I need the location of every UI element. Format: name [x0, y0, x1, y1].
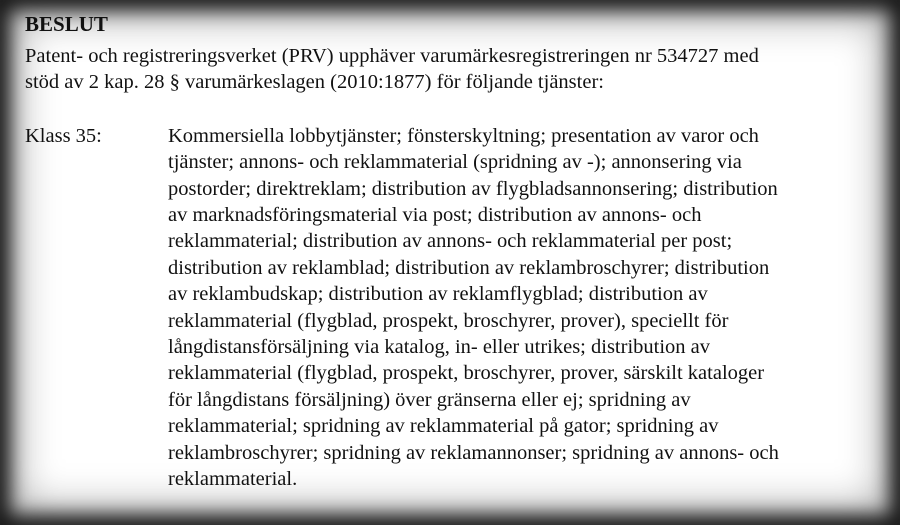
- services-line: av marknadsföringsmaterial via post; distribution av annons- och: [168, 204, 702, 227]
- services-line: reklammaterial (flygblad, prospekt, broschyrer, prover, särskilt kataloger: [168, 362, 765, 385]
- services-line: för långdistans försäljning) över gränserna eller ej; spridning av: [168, 388, 691, 411]
- class-35-section: [25, 123, 875, 493]
- class-services-text: [168, 123, 875, 493]
- intro-line: Patent- och registreringsverket (PRV) upphäver varumärkesregistreringen nr 534727 med: [25, 45, 759, 67]
- services-line: reklambroschyrer; spridning av reklamannonser; spridning av annons- och: [168, 441, 779, 464]
- class-label: Klass 35:: [25, 124, 102, 147]
- services-line: distribution av reklamblad; distribution av reklambroschyrer; distribution: [168, 256, 770, 279]
- services-line: postorder; direktreklam; distribution av flygbladsannonsering; distribution: [168, 177, 778, 200]
- services-line: av reklambudskap; distribution av reklamflygblad; distribution av: [168, 283, 708, 306]
- services-line: tjänster; annons- och reklammaterial (spridning av -); annonsering via: [168, 151, 742, 174]
- decision-intro: [25, 43, 875, 96]
- services-line: reklammaterial (flygblad, prospekt, broschyrer, prover), speciellt för: [168, 309, 729, 332]
- decision-heading: BESLUT: [25, 12, 108, 36]
- services-line: långdistansförsäljning via katalog, in- eller utrikes; distribution av: [168, 336, 710, 359]
- services-line: Kommersiella lobbytjänster; fönsterskyltning; presentation av varor och: [168, 124, 759, 147]
- services-line: reklammaterial; spridning av reklammaterial på gator; spridning av: [168, 415, 719, 438]
- intro-line: stöd av 2 kap. 28 § varumärkeslagen (2010:1877) för följande tjänster:: [25, 71, 604, 94]
- services-line: reklammaterial; distribution av annons- och reklammaterial per post;: [168, 230, 733, 253]
- decision-document: [25, 9, 875, 493]
- services-line: reklammaterial.: [168, 468, 298, 491]
